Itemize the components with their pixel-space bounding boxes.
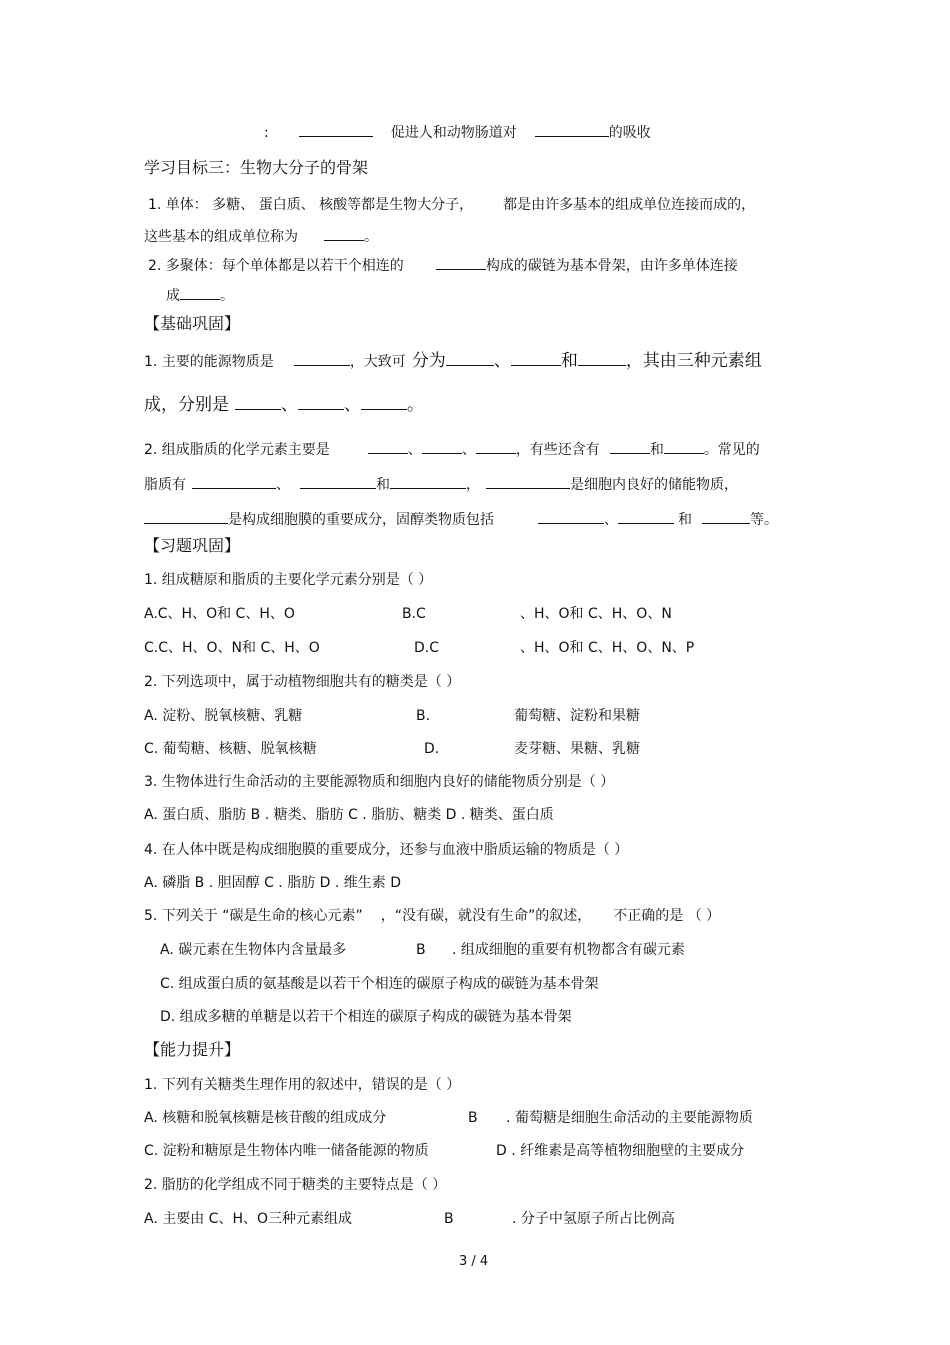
exercise-q1-option-b: 、H、O和 C、H、O、N — [520, 606, 672, 622]
basic-q1-line-1 — [144, 350, 762, 372]
exercise-q5-option-b-label: B — [416, 942, 426, 958]
ability-q1-option-a: A. 核糖和脱氧核糖是核苷酸的组成成分 — [144, 1110, 387, 1126]
monomer-text-a: 1. 单体： 多糖、 蛋白质、 核酸等都是生物大分子， — [148, 197, 474, 213]
basic-q2-text: 和 — [678, 512, 692, 528]
basic-title: 【基础巩固】 — [144, 314, 241, 333]
blank — [192, 474, 276, 489]
ability-q2-option-b-label: B — [444, 1211, 454, 1227]
basic-q1-text: 分为 — [411, 351, 446, 371]
exercise-q3: 3. 生物体进行生命活动的主要能源物质和细胞内良好的储能物质分别是（ ） — [144, 774, 615, 790]
top-text-1: 促进人和动物肠道对 — [390, 125, 517, 141]
monomer-line-2 — [144, 226, 378, 246]
exercise-q3-options: A. 蛋白质、脂肪 B . 糖类、脂肪 C . 脂肪、糖类 D . 糖类、蛋白质 — [144, 807, 554, 823]
ability-q1: 1. 下列有关糖类生理作用的叙述中，错误的是（ ） — [144, 1077, 461, 1093]
exercise-q2-option-a: A. 淀粉、脱氧核糖、乳糖 — [144, 708, 303, 724]
exercise-q2-option-b: 葡萄糖、淀粉和果糖 — [514, 708, 640, 724]
blank — [361, 395, 407, 410]
period: 。 — [220, 288, 234, 304]
exercise-q4: 4. 在人体中既是构成细胞膜的重要成分，还参与血液中脂质运输的物质是（ ） — [144, 842, 629, 858]
exercise-q5-option-c: C. 组成蛋白质的氨基酸是以若干个相连的碳原子构成的碳链为基本骨架 — [160, 976, 599, 992]
period: 。 — [364, 229, 378, 245]
basic-q2-text: ，有些还含有 — [515, 442, 600, 458]
ability-q2-option-a: A. 主要由 C、H、O三种元素组成 — [144, 1211, 353, 1227]
basic-q2-text: 脂质有 — [144, 477, 186, 493]
goal3-title: 学习目标三：生物大分子的骨架 — [144, 158, 369, 177]
basic-q2-text: 是构成细胞膜的重要成分，固醇类物质包括 — [228, 512, 494, 528]
exercise-q5-option-a: A. 碳元素在生物体内含量最多 — [160, 942, 347, 958]
exercise-q5-text: 5. 下列关于 “碳是生命的核心元素” — [144, 908, 363, 924]
exercise-q2-option-d: 麦芽糖、果糖、乳糖 — [514, 741, 640, 757]
monomer-text-c: 这些基本的组成单位称为 — [144, 229, 298, 245]
blank — [144, 509, 228, 524]
basic-q2-line-3 — [144, 509, 778, 529]
blank — [538, 509, 604, 524]
exercise-q4-options: A. 磷脂 B . 胆固醇 C . 脂肪 D . 维生素 D — [144, 875, 402, 891]
polymer-line-2 — [166, 285, 234, 305]
blank — [578, 351, 626, 366]
basic-q2-text: 2. 组成脂质的化学元素主要是 — [144, 442, 330, 458]
basic-q1-text: ，大致可 — [349, 354, 406, 370]
polymer-text-a: 2. 多聚体：每个单体都是以若干个相连的 — [148, 258, 404, 274]
exercise-q1-option-a: A.C、H、O和 C、H、O — [144, 606, 295, 622]
blank — [664, 439, 704, 454]
basic-q2-text: 、 — [407, 442, 422, 458]
exercise-q5-text: ，“没有碳，就没有生命”的叙述， — [380, 908, 592, 924]
basic-q1-text: ，其由三种元素组 — [625, 351, 762, 371]
monomer-text-b: 都是由许多基本的组成单位连接而成的， — [503, 197, 756, 213]
exercise-q5-text: 不正确的是 （ ） — [613, 908, 721, 924]
ability-q1-option-b: . 葡萄糖是细胞生命活动的主要能源物质 — [506, 1110, 753, 1126]
monomer-line-1 — [148, 196, 755, 214]
blank — [324, 226, 364, 241]
exercise-q2-option-c: C. 葡萄糖、核糖、脱氧核糖 — [144, 741, 317, 757]
basic-q1-text: 、 — [344, 395, 361, 415]
basic-q2-text: 、 — [461, 442, 476, 458]
blank — [436, 255, 486, 270]
blank — [294, 351, 350, 366]
basic-q2-text: 、 — [276, 477, 290, 493]
ability-q1-option-c: C. 淀粉和糖原是生物体内唯一储备能源的物质 — [144, 1143, 429, 1159]
top-line — [264, 122, 651, 142]
ability-q1-option-d: D . 纤维素是高等植物细胞壁的主要成分 — [496, 1143, 745, 1159]
blank — [618, 509, 674, 524]
exercise-q2-option-b-label: B. — [416, 708, 431, 724]
blank — [180, 285, 220, 300]
basic-q2-text: 和 — [376, 477, 390, 493]
basic-q2-text: 、 — [604, 512, 618, 528]
blank — [235, 395, 281, 410]
basic-q1-text: 成，分别是 — [144, 395, 229, 415]
basic-q1-line-2 — [144, 394, 424, 416]
exercise-q1-option-c: C.C、H、O、N和 C、H、O — [144, 640, 320, 656]
basic-q2-text: 。常见的 — [703, 442, 760, 458]
blank — [446, 351, 494, 366]
basic-q1-text: 、 — [281, 395, 298, 415]
exercise-q2: 2. 下列选项中，属于动植物细胞共有的糖类是（ ） — [144, 674, 461, 690]
ability-title: 【能力提升】 — [144, 1040, 241, 1059]
page-number: 3 / 4 — [459, 1254, 489, 1269]
basic-q2-text: 等。 — [750, 512, 778, 528]
exercise-title: 【习题巩固】 — [144, 536, 241, 555]
ability-q2-option-b: . 分子中氢原子所占比例高 — [512, 1211, 675, 1227]
ability-q1-option-b-label: B — [468, 1110, 478, 1126]
blank — [422, 439, 462, 454]
basic-q2-line-1 — [144, 439, 760, 459]
exercise-q1-option-b-label: B.C — [402, 606, 426, 622]
blank — [535, 122, 609, 137]
blank — [702, 509, 750, 524]
blank — [390, 474, 466, 489]
ability-q2: 2. 脂肪的化学组成不同于糖类的主要特点是（ ） — [144, 1177, 447, 1193]
basic-q1-text: 。 — [407, 395, 424, 415]
exercise-q2-option-d-label: D. — [424, 741, 440, 757]
blank — [298, 395, 344, 410]
exercise-q5-option-d: D. 组成多糖的单糖是以若干个相连的碳原子构成的碳链为基本骨架 — [160, 1009, 572, 1025]
polymer-text-c: 成 — [166, 288, 180, 304]
exercise-q1: 1. 组成糖原和脂质的主要化学元素分别是（ ） — [144, 572, 433, 588]
blank — [486, 474, 570, 489]
blank — [368, 439, 408, 454]
polymer-line-1 — [148, 255, 738, 275]
basic-q2-text: 是细胞内良好的储能物质， — [570, 477, 738, 493]
blank — [476, 439, 516, 454]
basic-q1-text: 1. 主要的能源物质是 — [144, 354, 274, 370]
blank — [610, 439, 650, 454]
basic-q2-text: 和 — [649, 442, 664, 458]
exercise-q5 — [144, 907, 720, 925]
exercise-q1-option-d: 、H、O和 C、H、O、N、P — [520, 640, 695, 656]
basic-q2-line-2 — [144, 474, 738, 494]
top-text-2: 的吸收 — [608, 125, 651, 141]
blank — [511, 351, 561, 366]
basic-q1-text: 和 — [560, 351, 578, 371]
basic-q2-text: ， — [466, 477, 480, 493]
exercise-q5-option-b: . 组成细胞的重要有机物都含有碳元素 — [452, 942, 685, 958]
exercise-q1-option-d-label: D.C — [414, 640, 440, 656]
polymer-text-b: 构成的碳链为基本骨架，由许多单体连接 — [485, 258, 738, 274]
basic-q1-text: 、 — [493, 351, 511, 371]
blank — [299, 122, 373, 137]
colon: : — [264, 125, 269, 141]
blank — [300, 474, 376, 489]
